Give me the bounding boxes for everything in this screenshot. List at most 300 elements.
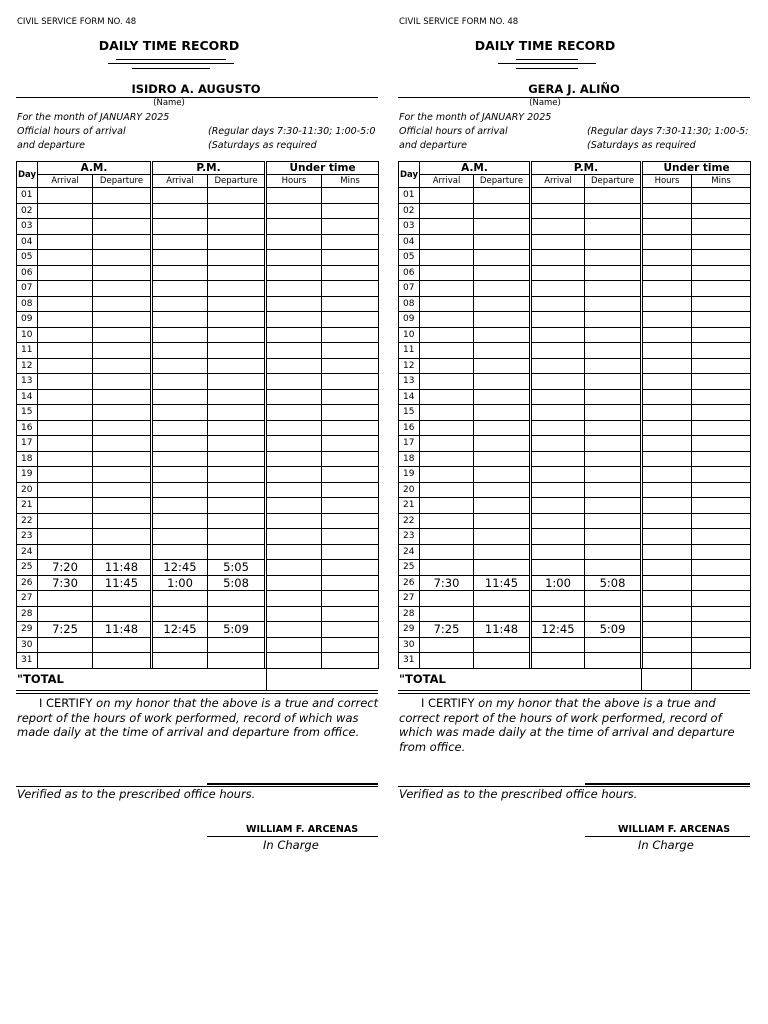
am-arrival-cell	[38, 498, 93, 514]
day-number: 08	[17, 296, 38, 312]
pm-departure-cell	[208, 529, 266, 545]
pm-departure-cell	[585, 451, 642, 467]
am-arrival-cell	[38, 436, 93, 452]
undertime-mins-cell	[692, 358, 751, 374]
undertime-hours-cell	[642, 265, 692, 281]
day-number: 04	[17, 234, 38, 250]
undertime-hours-cell	[266, 467, 322, 483]
form-number: CIVIL SERVICE FORM NO. 48	[17, 17, 137, 27]
title-underline	[516, 59, 578, 60]
day-number: 30	[17, 637, 38, 653]
undertime-hours-cell	[266, 358, 322, 374]
undertime-hours-cell	[266, 575, 322, 591]
undertime-hours-header: Hours	[266, 175, 322, 188]
undertime-mins-cell	[692, 281, 751, 297]
day-number: 19	[399, 467, 420, 483]
certify-lead: I CERTIFY	[38, 696, 93, 710]
pm-arrival-cell	[152, 653, 208, 669]
undertime-mins-cell	[322, 405, 379, 421]
undertime-hours-cell	[642, 327, 692, 343]
pm-arrival-cell	[152, 265, 208, 281]
table-row	[17, 343, 379, 359]
day-number: 03	[399, 219, 420, 235]
am-arrival-cell	[420, 296, 474, 312]
undertime-hours-cell	[266, 606, 322, 622]
am-departure-cell	[474, 560, 531, 576]
title-underline	[108, 63, 234, 64]
am-arrival-cell	[38, 374, 93, 390]
pm-arrival-cell	[531, 296, 585, 312]
table-row	[17, 405, 379, 421]
am-departure-cell	[93, 451, 152, 467]
pm-departure-cell	[585, 250, 642, 266]
pm-arrival-cell	[152, 281, 208, 297]
pm-departure-cell	[208, 482, 266, 498]
am-arrival-cell	[38, 188, 93, 204]
am-departure-cell	[93, 389, 152, 405]
certify-body: on my honor that the above is a true and correct report of the hours of work performed, record of which was made daily at the time of arrival and departure from office.	[17, 696, 379, 739]
regular-days-text: (Regular days 7:30-11:30; 1:00-5:0	[208, 126, 376, 137]
am-departure-cell	[474, 281, 531, 297]
undertime-mins-cell	[322, 544, 379, 560]
day-number: 20	[17, 482, 38, 498]
pm-departure-cell	[208, 250, 266, 266]
am-departure-cell	[93, 513, 152, 529]
table-row	[17, 203, 379, 219]
table-row	[17, 327, 379, 343]
day-number: 01	[399, 188, 420, 204]
undertime-hours-cell	[642, 591, 692, 607]
am-departure-cell	[93, 265, 152, 281]
table-row	[399, 327, 751, 343]
undertime-mins-cell	[322, 436, 379, 452]
table-row	[17, 188, 379, 204]
pm-departure-cell	[585, 327, 642, 343]
table-row	[399, 420, 751, 436]
table-row	[399, 513, 751, 529]
undertime-hours-cell	[642, 374, 692, 390]
am-departure-cell	[93, 281, 152, 297]
pm-departure-header: Departure	[585, 175, 642, 188]
am-arrival-cell	[38, 482, 93, 498]
am-arrival-cell	[420, 312, 474, 328]
day-number: 22	[399, 513, 420, 529]
undertime-hours-cell	[642, 513, 692, 529]
undertime-hours-cell	[266, 296, 322, 312]
am-arrival-cell	[420, 436, 474, 452]
am-arrival-cell	[38, 327, 93, 343]
pm-arrival-cell	[531, 420, 585, 436]
am-arrival-cell	[38, 281, 93, 297]
pm-header: P.M.	[531, 162, 642, 175]
undertime-mins-cell	[322, 513, 379, 529]
signer-name: WILLIAM F. ARCENAS	[618, 824, 731, 835]
am-arrival-cell	[38, 343, 93, 359]
undertime-mins-cell	[322, 653, 379, 669]
day-number: 06	[17, 265, 38, 281]
day-number: 09	[17, 312, 38, 328]
undertime-hours-cell	[642, 637, 692, 653]
pm-arrival-cell	[531, 498, 585, 514]
undertime-hours-cell	[642, 420, 692, 436]
am-departure-cell: 11:48	[93, 560, 152, 576]
day-number: 02	[399, 203, 420, 219]
total-label: "TOTAL	[17, 672, 64, 686]
undertime-mins-cell	[322, 622, 379, 638]
undertime-mins-cell	[692, 451, 751, 467]
am-arrival-cell	[420, 606, 474, 622]
certify-body: on my honor that the above is a true and correct report of the hours of work performed, record of which was made daily at the time of arrival and departure from office.	[399, 696, 735, 754]
undertime-mins-cell	[322, 606, 379, 622]
pm-departure-cell	[208, 265, 266, 281]
pm-departure-cell	[585, 265, 642, 281]
pm-departure-cell	[208, 203, 266, 219]
signer-role: In Charge	[638, 838, 694, 852]
pm-departure-cell	[585, 389, 642, 405]
undertime-hours-cell	[642, 389, 692, 405]
undertime-mins-cell	[322, 312, 379, 328]
am-arrival-cell	[38, 265, 93, 281]
table-row	[17, 374, 379, 390]
table-row	[17, 637, 379, 653]
pm-arrival-cell	[531, 606, 585, 622]
am-departure-cell: 11:48	[474, 622, 531, 638]
am-arrival-cell	[420, 219, 474, 235]
day-number: 28	[399, 606, 420, 622]
am-departure-cell	[474, 513, 531, 529]
undertime-hours-cell	[266, 451, 322, 467]
am-arrival-cell	[420, 389, 474, 405]
pm-arrival-cell	[152, 513, 208, 529]
day-header: Day	[399, 162, 420, 188]
month-text: For the month of JANUARY 2025	[399, 112, 552, 123]
certification-text	[399, 696, 753, 754]
table-row	[399, 529, 751, 545]
day-number: 16	[399, 420, 420, 436]
pm-departure-cell	[585, 374, 642, 390]
pm-arrival-cell	[152, 467, 208, 483]
total-line	[16, 690, 378, 691]
pm-departure-cell: 5:09	[585, 622, 642, 638]
undertime-hours-cell	[266, 203, 322, 219]
day-number: 23	[399, 529, 420, 545]
undertime-mins-cell	[322, 188, 379, 204]
day-number: 06	[399, 265, 420, 281]
undertime-mins-cell	[692, 498, 751, 514]
undertime-mins-cell	[322, 560, 379, 576]
signature-line	[585, 783, 750, 785]
table-row	[17, 482, 379, 498]
pm-arrival-cell	[531, 544, 585, 560]
am-arrival-cell	[420, 653, 474, 669]
undertime-mins-cell	[322, 482, 379, 498]
am-departure-cell	[93, 606, 152, 622]
undertime-mins-cell	[692, 529, 751, 545]
am-arrival-cell	[420, 234, 474, 250]
am-arrival-cell	[38, 451, 93, 467]
day-number: 12	[17, 358, 38, 374]
am-arrival-cell	[420, 374, 474, 390]
am-arrival-cell	[38, 653, 93, 669]
pm-arrival-cell	[152, 436, 208, 452]
name-caption: (Name)	[529, 98, 561, 108]
pm-departure-cell	[585, 296, 642, 312]
total-divider	[266, 668, 267, 691]
am-arrival-cell	[38, 467, 93, 483]
undertime-hours-cell	[266, 312, 322, 328]
pm-arrival-cell	[152, 420, 208, 436]
pm-departure-cell	[208, 637, 266, 653]
pm-arrival-cell	[152, 358, 208, 374]
pm-departure-cell	[585, 513, 642, 529]
day-number: 02	[17, 203, 38, 219]
dtr-form-right	[398, 0, 752, 1024]
am-departure-cell	[93, 358, 152, 374]
am-arrival-cell	[38, 250, 93, 266]
verified-text: Verified as to the prescribed office hours.	[399, 787, 638, 801]
am-departure-cell	[474, 405, 531, 421]
table-row	[399, 374, 751, 390]
am-departure-cell	[474, 544, 531, 560]
pm-departure-cell	[585, 358, 642, 374]
time-record-table	[16, 161, 379, 669]
undertime-hours-cell	[642, 529, 692, 545]
table-row	[17, 560, 379, 576]
table-row	[17, 420, 379, 436]
undertime-hours-cell	[266, 653, 322, 669]
pm-arrival-cell	[531, 653, 585, 669]
pm-departure-cell	[208, 296, 266, 312]
pm-arrival-cell	[152, 606, 208, 622]
pm-departure-cell	[585, 467, 642, 483]
undertime-hours-cell	[642, 544, 692, 560]
day-number: 23	[17, 529, 38, 545]
am-departure-cell: 11:48	[93, 622, 152, 638]
undertime-mins-cell	[692, 312, 751, 328]
day-number: 07	[17, 281, 38, 297]
day-number: 05	[17, 250, 38, 266]
undertime-hours-cell	[266, 560, 322, 576]
am-departure-cell	[93, 591, 152, 607]
pm-departure-cell	[585, 343, 642, 359]
am-arrival-header: Arrival	[38, 175, 93, 188]
am-departure-cell	[474, 498, 531, 514]
undertime-mins-cell	[322, 265, 379, 281]
pm-arrival-cell	[531, 327, 585, 343]
pm-arrival-cell	[152, 637, 208, 653]
undertime-mins-cell	[322, 234, 379, 250]
undertime-hours-cell	[266, 498, 322, 514]
am-arrival-cell	[38, 637, 93, 653]
undertime-mins-cell	[322, 203, 379, 219]
table-row	[399, 451, 751, 467]
total-divider	[691, 668, 692, 691]
undertime-mins-cell	[322, 250, 379, 266]
am-arrival-cell: 7:30	[38, 575, 93, 591]
day-number: 15	[399, 405, 420, 421]
pm-arrival-cell	[152, 219, 208, 235]
pm-arrival-cell: 12:45	[152, 560, 208, 576]
day-number: 11	[17, 343, 38, 359]
pm-departure-cell	[585, 436, 642, 452]
table-row	[17, 281, 379, 297]
day-number: 14	[399, 389, 420, 405]
undertime-hours-cell	[266, 188, 322, 204]
day-number: 03	[17, 219, 38, 235]
day-number: 31	[17, 653, 38, 669]
day-number: 13	[399, 374, 420, 390]
am-arrival-cell	[420, 544, 474, 560]
table-row	[17, 296, 379, 312]
pm-departure-cell	[585, 606, 642, 622]
form-number: CIVIL SERVICE FORM NO. 48	[399, 17, 519, 27]
table-row	[399, 296, 751, 312]
am-departure-cell	[474, 250, 531, 266]
am-arrival-cell	[38, 405, 93, 421]
pm-arrival-cell	[531, 560, 585, 576]
undertime-hours-cell	[642, 281, 692, 297]
day-number: 05	[399, 250, 420, 266]
table-row	[17, 389, 379, 405]
pm-arrival-cell	[531, 281, 585, 297]
table-row	[17, 436, 379, 452]
pm-departure-cell	[208, 374, 266, 390]
day-number: 25	[399, 560, 420, 576]
undertime-mins-cell	[322, 296, 379, 312]
day-number: 17	[399, 436, 420, 452]
am-arrival-cell	[420, 560, 474, 576]
undertime-mins-cell	[692, 591, 751, 607]
employee-name: ISIDRO A. AUGUSTO	[131, 82, 261, 96]
am-departure-cell	[474, 265, 531, 281]
am-departure-cell	[93, 219, 152, 235]
undertime-hours-cell	[266, 637, 322, 653]
undertime-hours-cell	[642, 482, 692, 498]
pm-arrival-cell	[531, 312, 585, 328]
am-departure-cell	[474, 358, 531, 374]
pm-arrival-cell	[152, 327, 208, 343]
am-departure-cell	[93, 653, 152, 669]
certification-text	[17, 696, 379, 740]
pm-arrival-cell	[531, 467, 585, 483]
undertime-hours-cell	[266, 219, 322, 235]
undertime-mins-cell	[692, 250, 751, 266]
am-arrival-cell	[420, 591, 474, 607]
day-number: 10	[17, 327, 38, 343]
day-number: 16	[17, 420, 38, 436]
pm-arrival-cell	[531, 234, 585, 250]
am-departure-cell	[474, 637, 531, 653]
am-departure-cell	[474, 653, 531, 669]
form-title: DAILY TIME RECORD	[98, 38, 240, 53]
undertime-hours-cell	[642, 343, 692, 359]
am-arrival-cell	[420, 529, 474, 545]
undertime-mins-cell	[692, 219, 751, 235]
am-arrival-cell	[38, 296, 93, 312]
pm-departure-cell	[585, 637, 642, 653]
certify-lead: I CERTIFY	[420, 696, 475, 710]
pm-departure-cell: 5:09	[208, 622, 266, 638]
undertime-hours-cell	[266, 420, 322, 436]
day-number: 22	[17, 513, 38, 529]
table-row	[17, 498, 379, 514]
undertime-mins-cell	[692, 374, 751, 390]
am-arrival-cell	[38, 219, 93, 235]
am-arrival-cell	[420, 482, 474, 498]
table-row	[399, 606, 751, 622]
pm-arrival-cell	[152, 498, 208, 514]
undertime-hours-cell	[642, 498, 692, 514]
day-number: 30	[399, 637, 420, 653]
employee-name: GERA J. ALIÑO	[528, 82, 620, 96]
pm-arrival-cell	[152, 591, 208, 607]
day-number: 21	[399, 498, 420, 514]
undertime-hours-cell	[642, 436, 692, 452]
am-departure-cell	[93, 637, 152, 653]
undertime-header: Under time	[266, 162, 379, 175]
table-row	[17, 312, 379, 328]
undertime-hours-cell	[642, 358, 692, 374]
am-arrival-cell	[420, 637, 474, 653]
pm-departure-cell	[208, 513, 266, 529]
undertime-mins-cell	[692, 622, 751, 638]
official-hours-label: Official hours of arrival	[399, 126, 508, 137]
signer-line	[585, 836, 750, 837]
pm-arrival-cell: 1:00	[531, 575, 585, 591]
am-arrival-cell	[38, 234, 93, 250]
am-departure-cell	[93, 420, 152, 436]
pm-arrival-cell	[531, 405, 585, 421]
pm-arrival-cell	[152, 451, 208, 467]
am-arrival-cell	[38, 606, 93, 622]
pm-arrival-cell	[152, 203, 208, 219]
undertime-hours-cell	[642, 219, 692, 235]
pm-arrival-cell	[152, 482, 208, 498]
table-row	[399, 405, 751, 421]
table-row	[399, 637, 751, 653]
table-row	[399, 265, 751, 281]
total-line	[398, 690, 750, 691]
table-bottom-line	[16, 668, 378, 669]
pm-departure-cell	[208, 606, 266, 622]
am-departure-cell	[474, 234, 531, 250]
day-number: 21	[17, 498, 38, 514]
table-row	[399, 653, 751, 669]
table-row	[399, 250, 751, 266]
undertime-mins-cell	[322, 420, 379, 436]
undertime-hours-cell	[266, 265, 322, 281]
undertime-mins-cell	[692, 343, 751, 359]
undertime-hours-cell	[266, 544, 322, 560]
day-number: 13	[17, 374, 38, 390]
pm-arrival-cell	[531, 513, 585, 529]
pm-arrival-cell	[152, 188, 208, 204]
pm-arrival-cell	[531, 219, 585, 235]
am-departure-cell	[93, 498, 152, 514]
undertime-mins-cell	[692, 296, 751, 312]
pm-departure-cell	[585, 405, 642, 421]
undertime-hours-cell	[266, 250, 322, 266]
pm-arrival-cell	[531, 374, 585, 390]
table-row	[399, 622, 751, 638]
table-row	[17, 591, 379, 607]
undertime-mins-cell	[692, 188, 751, 204]
am-departure-cell	[474, 327, 531, 343]
undertime-mins-cell	[692, 405, 751, 421]
day-number: 29	[399, 622, 420, 638]
day-number: 01	[17, 188, 38, 204]
undertime-mins-cell	[692, 327, 751, 343]
